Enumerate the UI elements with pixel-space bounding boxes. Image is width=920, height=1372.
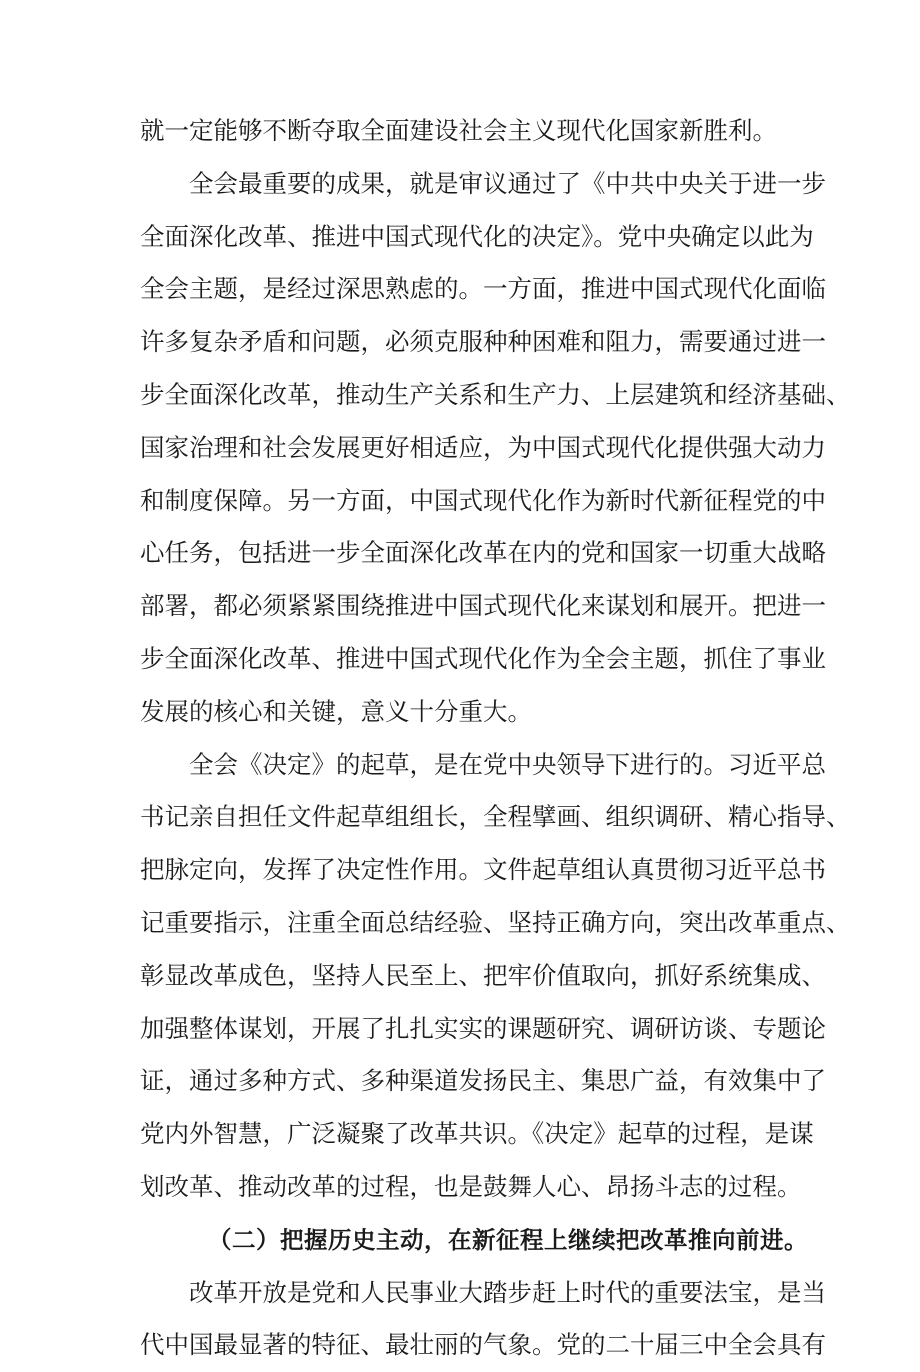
- paragraph-line: 全面深化改革、推进中国式现代化的决定》。党中央确定以此为: [140, 221, 814, 251]
- paragraph-line: 国家治理和社会发展更好相适应，为中国式现代化提供强大动力: [140, 432, 826, 462]
- paragraph-line: 许多复杂矛盾和问题，必须克服种种困难和阻力，需要通过进一: [140, 327, 826, 357]
- paragraph-line: 心任务，包括进一步全面深化改革在内的党和国家一切重大战略: [140, 538, 826, 568]
- paragraph-line: 书记亲自担任文件起草组组长，全程擘画、组织调研、精心指导、: [140, 802, 851, 832]
- paragraph-line: 党内外智慧，广泛凝聚了改革共识。《决定》起草的过程，是谋: [140, 1119, 814, 1149]
- paragraph-line: 改革开放是党和人民事业大踏步赶上时代的重要法宝，是当: [189, 1277, 826, 1307]
- paragraph-line: 代中国最显著的特征、最壮丽的气象。党的二十届三中全会具有: [140, 1330, 826, 1360]
- paragraph-line: 部署，都必须紧紧围绕推进中国式现代化来谋划和展开。把进一: [140, 591, 826, 621]
- paragraph-line: 彰显改革成色，坚持人民至上、把牢价值取向，抓好系统集成、: [140, 960, 826, 990]
- paragraph-line: 全会《决定》的起草，是在党中央领导下进行的。习近平总: [189, 749, 826, 779]
- paragraph-line: 把脉定向，发挥了决定性作用。文件起草组认真贯彻习近平总书: [140, 855, 826, 885]
- paragraph-line: 步全面深化改革、推进中国式现代化作为全会主题，抓住了事业: [140, 643, 826, 673]
- section-heading: （二）把握历史主动，在新征程上继续把改革推向前进。: [208, 1225, 808, 1254]
- paragraph-line: 划改革、推动改革的过程，也是鼓舞人心、昂扬斗志的过程。: [140, 1171, 802, 1201]
- paragraph-line: 证，通过多种方式、多种渠道发扬民主、集思广益，有效集中了: [140, 1066, 826, 1096]
- paragraph-line: 发展的核心和关键，意义十分重大。: [140, 696, 532, 726]
- document-body: [140, 105, 851, 1372]
- paragraph-line: 记重要指示，注重全面总结经验、坚持正确方向，突出改革重点、: [140, 907, 851, 937]
- paragraph-line: 和制度保障。另一方面，中国式现代化作为新时代新征程党的中: [140, 485, 826, 515]
- paragraph-line: 全会主题，是经过深思熟虑的。一方面，推进中国式现代化面临: [140, 274, 826, 304]
- paragraph-line: 就一定能够不断夺取全面建设社会主义现代化国家新胜利。: [140, 116, 777, 145]
- paragraph-line: 加强整体谋划，开展了扎扎实实的课题研究、调研访谈、专题论: [140, 1013, 826, 1043]
- paragraph-line: 步全面深化改革，推动生产关系和生产力、上层建筑和经济基础、: [140, 379, 851, 409]
- paragraph-line: 全会最重要的成果，就是审议通过了《中共中央关于进一步: [189, 168, 826, 198]
